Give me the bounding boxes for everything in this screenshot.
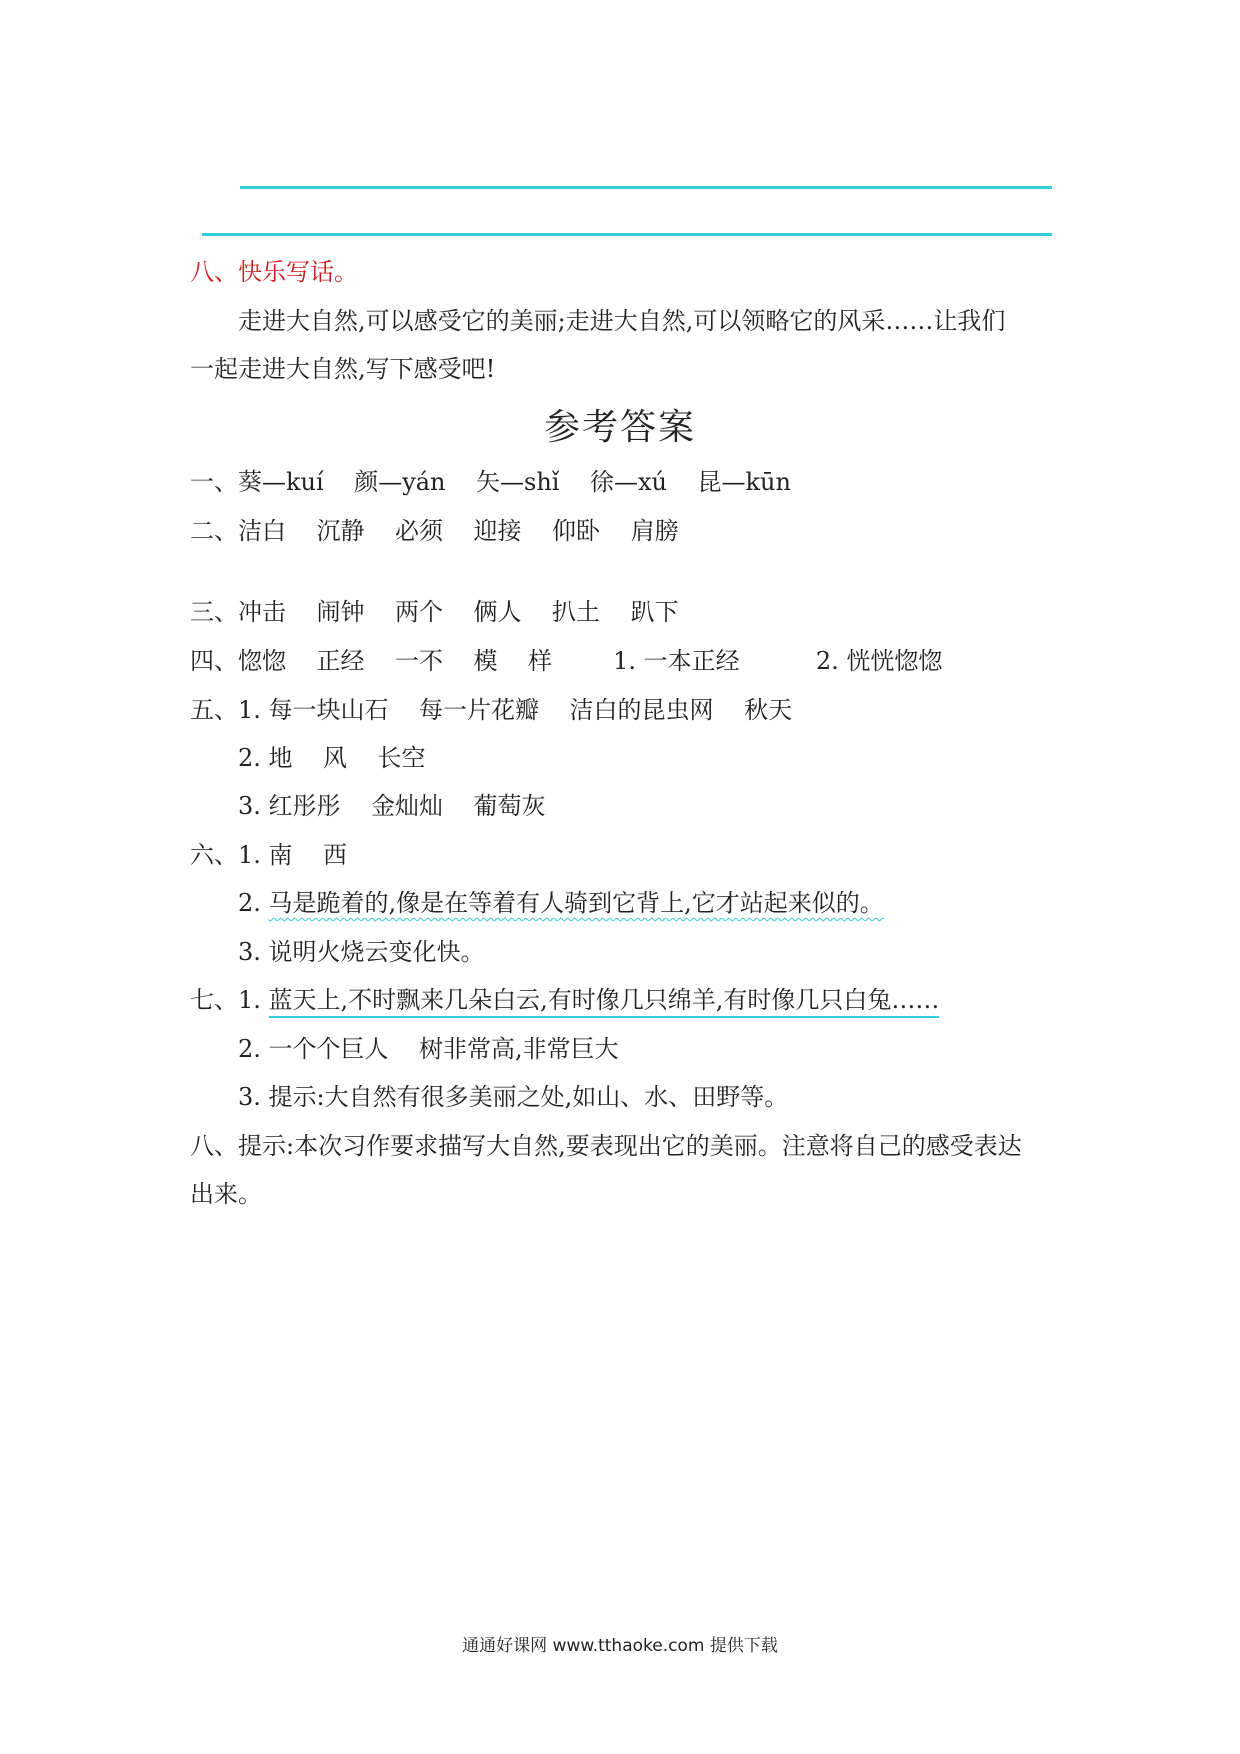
writing-line-1 [240,186,1052,189]
answer-1: 一、葵—kuí 颜—yán 矢—shǐ 徐—xú 昆—kūn [190,468,791,496]
answer-6-3: 3. 说明火烧云变化快。 [238,938,485,966]
answers-title: 参考答案 [543,407,696,448]
answer-8-line-2: 出来。 [190,1180,262,1208]
prompt-paragraph-line-1: 走进大自然,可以感受它的美丽;走进大自然,可以领略它的风采……让我们 [238,307,1006,335]
answer-5-2: 2. 地 风 长空 [238,744,426,772]
answer-7-1-underlined-text: 蓝天上,不时飘来几朵白云,有时像几只绵羊,有时像几只白兔…… [269,986,940,1018]
answer-7-3: 3. 提示:大自然有很多美丽之处,如山、水、田野等。 [238,1083,789,1111]
answer-7-1-number: 七、1. [190,986,269,1014]
answer-5-1: 五、1. 每一块山石 每一片花瓣 洁白的昆虫网 秋天 [190,696,793,724]
answer-4: 四、惚惚 正经 一不 模 样 1. 一本正经 2. 恍恍惚惚 [190,647,943,675]
answer-2: 二、洁白 沉静 必须 迎接 仰卧 肩膀 [190,517,679,545]
answer-6-2-underlined-text: 马是跪着的,像是在等着有人骑到它背上,它才站起来似的。 [268,889,884,917]
answer-3: 三、冲击 闹钟 两个 俩人 扒土 趴下 [190,598,679,626]
answer-6-2 [238,887,884,919]
answer-6-2-number: 2. [238,889,269,917]
writing-line-2 [202,233,1052,236]
answer-5-3: 3. 红彤彤 金灿灿 葡萄灰 [238,792,546,820]
footer-credit: 通通好课网 www.tthaoke.com 提供下载 [462,1636,778,1656]
answer-6-1: 六、1. 南 西 [190,841,348,869]
answer-8-line-1: 八、提示:本次习作要求描写大自然,要表现出它的美丽。注意将自己的感受表达 [190,1132,1022,1160]
answer-7-2: 2. 一个个巨人 树非常高,非常巨大 [238,1035,619,1063]
section-heading: 八、快乐写话。 [190,258,358,286]
answer-7-1 [190,984,939,1016]
prompt-paragraph-line-2: 一起走进大自然,写下感受吧! [190,355,496,383]
